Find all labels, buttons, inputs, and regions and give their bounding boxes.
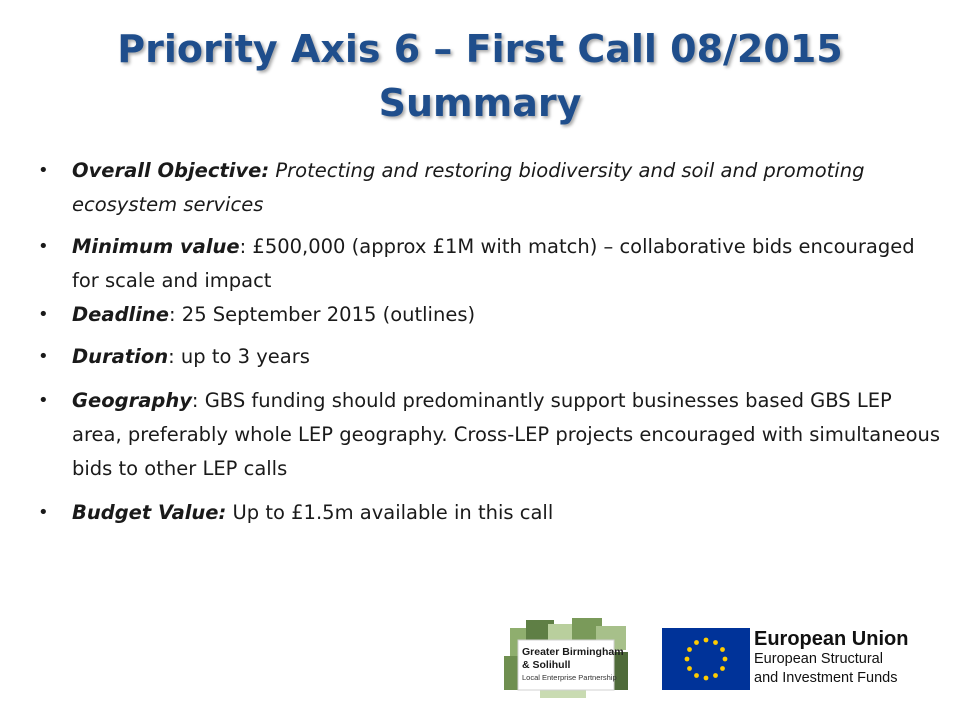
bullet-text: : 25 September 2015 (outlines) [169, 303, 476, 326]
logo-text-line1: Greater Birmingham [522, 646, 624, 658]
bullet-text: : £500,000 (approx £1M with match) – collaborative bids encouraged for scale and impact [72, 235, 915, 292]
eu-logo-text [754, 628, 908, 688]
bullet-list [36, 154, 941, 530]
gbs-lep-logo [500, 616, 632, 700]
bullet-term: Overall Objective: [72, 159, 270, 182]
bullet-icon: • [38, 390, 49, 411]
flag-field [662, 628, 750, 690]
bullet-text: Up to £1.5m available in this call [226, 501, 554, 524]
logo-text-line2: & Solihull [522, 659, 571, 671]
bullet-term: Duration [72, 345, 169, 368]
eu-title: European Union [754, 628, 909, 650]
bullet-budget-value [36, 496, 941, 530]
bullet-term: Deadline [72, 303, 170, 326]
eu-flag-icon [662, 628, 750, 690]
bullet-geography [36, 384, 941, 486]
bullet-icon: • [38, 502, 49, 523]
logo-text-line3: Local Enterprise Partnership [522, 673, 617, 682]
bullet-icon: • [38, 304, 49, 325]
bullet-text: : GBS funding should predominantly support businesses based GBS LEP area, preferably whole LEP geography. Cross-LEP projects encouraged with simultaneous bids to other LEP calls [72, 389, 941, 480]
bullet-term: Minimum value [72, 235, 240, 258]
bullet-term: Budget Value: [72, 501, 227, 524]
bullet-term: Geography [72, 389, 192, 412]
eu-subtitle-line2: and Investment Funds [754, 670, 898, 686]
title-line-1: Priority Axis 6 – First Call 08/2015 [117, 27, 843, 71]
bullet-text: Protecting and restoring biodiversity and soil and promoting ecosystem services [72, 159, 865, 216]
bullet-minimum-value [36, 230, 941, 298]
bullet-duration [36, 340, 941, 374]
bullet-icon: • [38, 236, 49, 257]
bullet-icon: • [38, 346, 49, 367]
bullet-objective [36, 154, 941, 222]
eu-subtitle-line1: European Structural [754, 651, 883, 667]
bullet-deadline [36, 298, 941, 332]
title-line-2: Summary [378, 81, 582, 125]
bullet-icon: • [38, 160, 49, 181]
bullet-text: : up to 3 years [168, 345, 310, 368]
slide-title [0, 22, 960, 130]
